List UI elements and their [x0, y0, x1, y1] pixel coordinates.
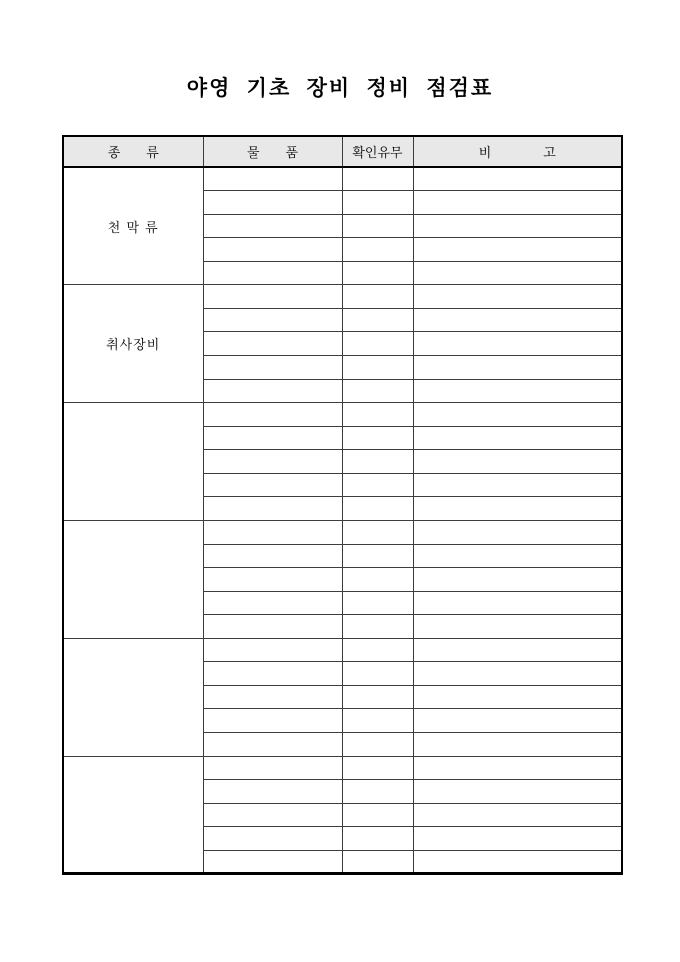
- remarks-cell[interactable]: [413, 803, 622, 827]
- remarks-cell[interactable]: [413, 426, 622, 450]
- check-cell[interactable]: [342, 426, 413, 450]
- check-cell[interactable]: [342, 167, 413, 191]
- remarks-cell[interactable]: [413, 379, 622, 403]
- check-cell[interactable]: [342, 850, 413, 874]
- item-cell[interactable]: [203, 356, 342, 380]
- check-cell[interactable]: [342, 285, 413, 309]
- remarks-cell[interactable]: [413, 261, 622, 285]
- page-title: 야영 기초 장비 정비 점검표: [186, 75, 494, 100]
- item-cell[interactable]: [203, 520, 342, 544]
- table-row: [63, 285, 622, 309]
- check-cell[interactable]: [342, 638, 413, 662]
- check-cell[interactable]: [342, 308, 413, 332]
- check-cell[interactable]: [342, 450, 413, 474]
- item-cell[interactable]: [203, 780, 342, 804]
- category-cell: [63, 756, 203, 874]
- check-cell[interactable]: [342, 780, 413, 804]
- category-cell: [63, 403, 203, 521]
- item-cell[interactable]: [203, 733, 342, 757]
- remarks-cell[interactable]: [413, 733, 622, 757]
- check-cell[interactable]: [342, 827, 413, 851]
- check-cell[interactable]: [342, 261, 413, 285]
- checklist-table: [62, 135, 623, 875]
- item-cell[interactable]: [203, 214, 342, 238]
- remarks-cell[interactable]: [413, 214, 622, 238]
- check-cell[interactable]: [342, 238, 413, 262]
- item-cell[interactable]: [203, 803, 342, 827]
- table-header: [63, 136, 622, 167]
- remarks-cell[interactable]: [413, 497, 622, 521]
- item-cell[interactable]: [203, 615, 342, 639]
- check-cell[interactable]: [342, 473, 413, 497]
- check-cell[interactable]: [342, 803, 413, 827]
- table-row: [63, 756, 622, 780]
- category-cell: 천 막 류: [63, 167, 203, 285]
- header-cell-category: 종 류: [63, 136, 203, 167]
- item-cell[interactable]: [203, 261, 342, 285]
- item-cell[interactable]: [203, 850, 342, 874]
- item-cell[interactable]: [203, 662, 342, 686]
- remarks-cell[interactable]: [413, 709, 622, 733]
- remarks-cell[interactable]: [413, 450, 622, 474]
- remarks-cell[interactable]: [413, 473, 622, 497]
- item-cell[interactable]: [203, 827, 342, 851]
- item-cell[interactable]: [203, 473, 342, 497]
- table-row: [63, 520, 622, 544]
- remarks-cell[interactable]: [413, 827, 622, 851]
- remarks-cell[interactable]: [413, 238, 622, 262]
- remarks-cell[interactable]: [413, 685, 622, 709]
- item-cell[interactable]: [203, 379, 342, 403]
- remarks-cell[interactable]: [413, 332, 622, 356]
- remarks-cell[interactable]: [413, 403, 622, 427]
- item-cell[interactable]: [203, 191, 342, 215]
- table-body: [63, 167, 622, 874]
- check-cell[interactable]: [342, 756, 413, 780]
- item-cell[interactable]: [203, 638, 342, 662]
- check-cell[interactable]: [342, 544, 413, 568]
- item-cell[interactable]: [203, 685, 342, 709]
- remarks-cell[interactable]: [413, 285, 622, 309]
- table-row: [63, 638, 622, 662]
- check-cell[interactable]: [342, 497, 413, 521]
- table-row: [63, 167, 622, 191]
- remarks-cell[interactable]: [413, 544, 622, 568]
- category-cell: 취사장비: [63, 285, 203, 403]
- item-cell[interactable]: [203, 591, 342, 615]
- item-cell[interactable]: [203, 308, 342, 332]
- check-cell[interactable]: [342, 591, 413, 615]
- check-cell[interactable]: [342, 520, 413, 544]
- item-cell[interactable]: [203, 544, 342, 568]
- remarks-cell[interactable]: [413, 191, 622, 215]
- item-cell[interactable]: [203, 426, 342, 450]
- item-cell[interactable]: [203, 167, 342, 191]
- item-cell[interactable]: [203, 497, 342, 521]
- category-cell: [63, 520, 203, 638]
- item-cell[interactable]: [203, 756, 342, 780]
- check-cell[interactable]: [342, 662, 413, 686]
- item-cell[interactable]: [203, 238, 342, 262]
- item-cell[interactable]: [203, 285, 342, 309]
- header-cell-item: 물 품: [203, 136, 342, 167]
- check-cell[interactable]: [342, 615, 413, 639]
- check-cell[interactable]: [342, 191, 413, 215]
- remarks-cell[interactable]: [413, 356, 622, 380]
- table-row: [63, 403, 622, 427]
- item-cell[interactable]: [203, 403, 342, 427]
- check-cell[interactable]: [342, 733, 413, 757]
- remarks-cell[interactable]: [413, 591, 622, 615]
- item-cell[interactable]: [203, 450, 342, 474]
- header-row: [63, 136, 622, 167]
- check-cell[interactable]: [342, 356, 413, 380]
- check-cell[interactable]: [342, 332, 413, 356]
- remarks-cell[interactable]: [413, 756, 622, 780]
- remarks-cell[interactable]: [413, 850, 622, 874]
- remarks-cell[interactable]: [413, 615, 622, 639]
- remarks-cell[interactable]: [413, 167, 622, 191]
- check-cell[interactable]: [342, 214, 413, 238]
- remarks-cell[interactable]: [413, 780, 622, 804]
- check-cell[interactable]: [342, 709, 413, 733]
- header-cell-checked: 확인유무: [342, 136, 413, 167]
- remarks-cell[interactable]: [413, 662, 622, 686]
- header-cell-remarks: 비 고: [413, 136, 622, 167]
- remarks-cell[interactable]: [413, 638, 622, 662]
- check-cell[interactable]: [342, 403, 413, 427]
- remarks-cell[interactable]: [413, 520, 622, 544]
- check-cell[interactable]: [342, 568, 413, 592]
- remarks-cell[interactable]: [413, 308, 622, 332]
- item-cell[interactable]: [203, 568, 342, 592]
- check-cell[interactable]: [342, 379, 413, 403]
- check-cell[interactable]: [342, 685, 413, 709]
- remarks-cell[interactable]: [413, 568, 622, 592]
- item-cell[interactable]: [203, 332, 342, 356]
- category-cell: [63, 638, 203, 756]
- item-cell[interactable]: [203, 709, 342, 733]
